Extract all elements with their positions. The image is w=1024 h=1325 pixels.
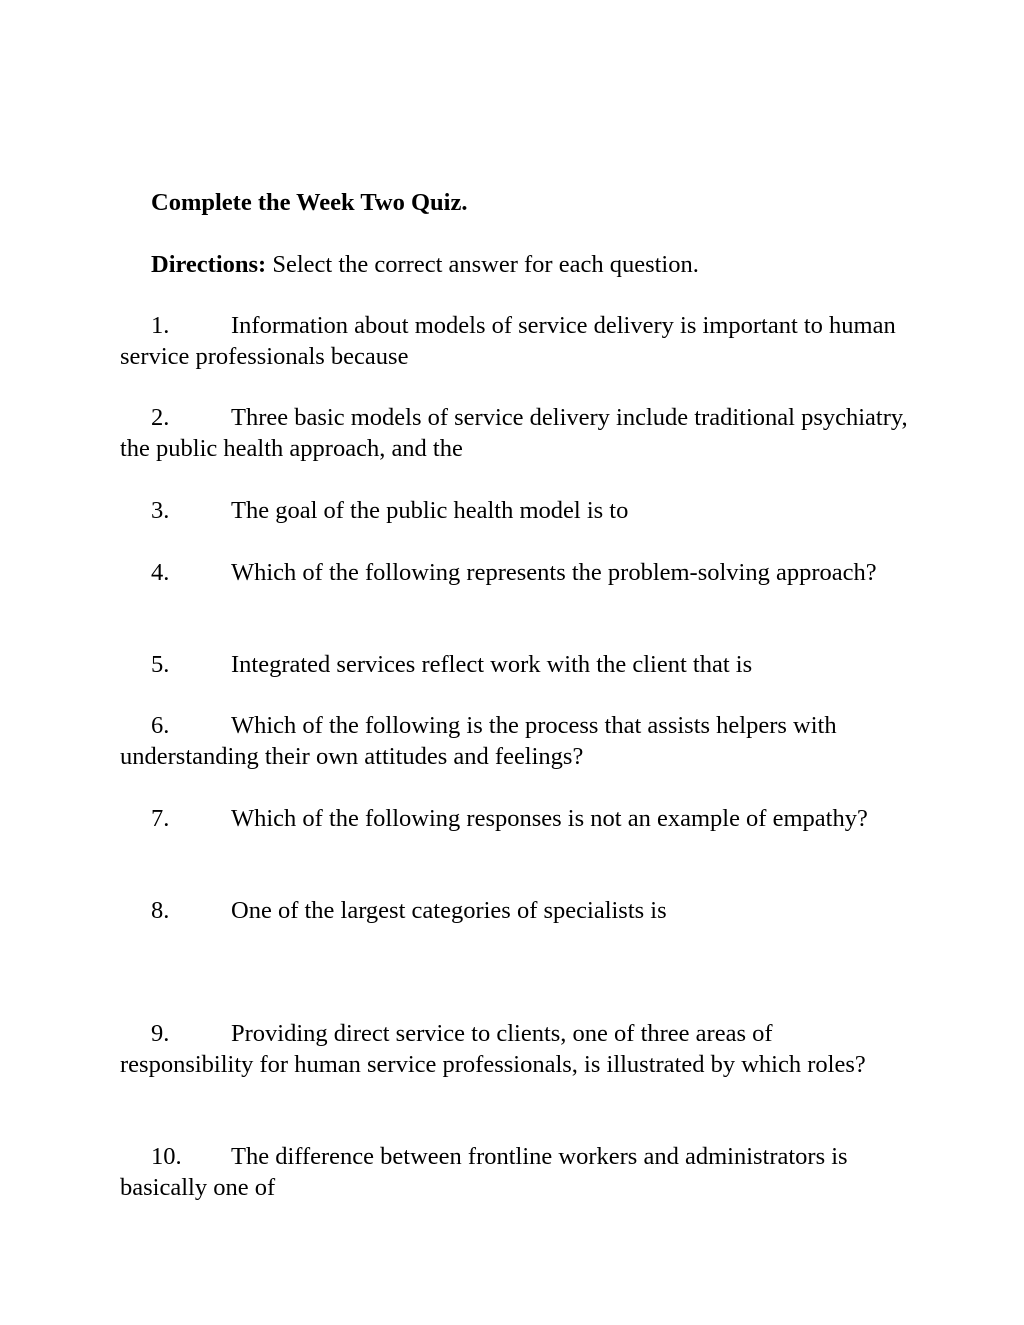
question-number: 2. [151, 404, 170, 431]
question-item [120, 310, 910, 372]
question-item [120, 803, 910, 834]
question-text: Which of the following is the process that assists helpers with understanding their own attitudes and feelings? [120, 712, 837, 770]
question-text: Which of the following represents the problem-solving approach? [231, 559, 877, 586]
question-item [120, 1141, 910, 1203]
question-number: 9. [151, 1020, 170, 1047]
question-item [120, 495, 910, 526]
question-text: Three basic models of service delivery include traditional psychiatry, the public health approach, and the [120, 404, 908, 462]
question-item [120, 402, 910, 464]
question-number: 8. [151, 897, 170, 924]
question-item [120, 649, 910, 680]
question-number: 1. [151, 312, 170, 339]
question-text: One of the largest categories of specialists is [231, 897, 667, 924]
question-text: The difference between frontline workers and administrators is basically one of [120, 1143, 848, 1201]
question-text: Information about models of service delivery is important to human service professionals because [120, 312, 896, 370]
question-text: Integrated services reflect work with the client that is [231, 651, 753, 678]
question-number: 6. [151, 712, 170, 739]
question-number: 3. [151, 497, 170, 524]
quiz-heading: Complete the Week Two Quiz. [151, 189, 468, 216]
question-item [120, 895, 910, 926]
question-number: 7. [151, 805, 170, 832]
question-number: 4. [151, 559, 170, 586]
question-text: Providing direct service to clients, one of three areas of responsibility for human service professionals, is illustrated by which roles? [120, 1020, 866, 1078]
directions-line [151, 249, 699, 280]
question-item [120, 1018, 910, 1080]
directions-label: Directions: [151, 251, 267, 278]
directions-text: Select the correct answer for each question. [266, 251, 699, 278]
question-text: The goal of the public health model is to [231, 497, 629, 524]
question-number: 5. [151, 651, 170, 678]
question-text: Which of the following responses is not an example of empathy? [231, 805, 868, 832]
question-number: 10. [151, 1143, 182, 1170]
question-item [120, 710, 910, 772]
question-item [120, 557, 910, 588]
